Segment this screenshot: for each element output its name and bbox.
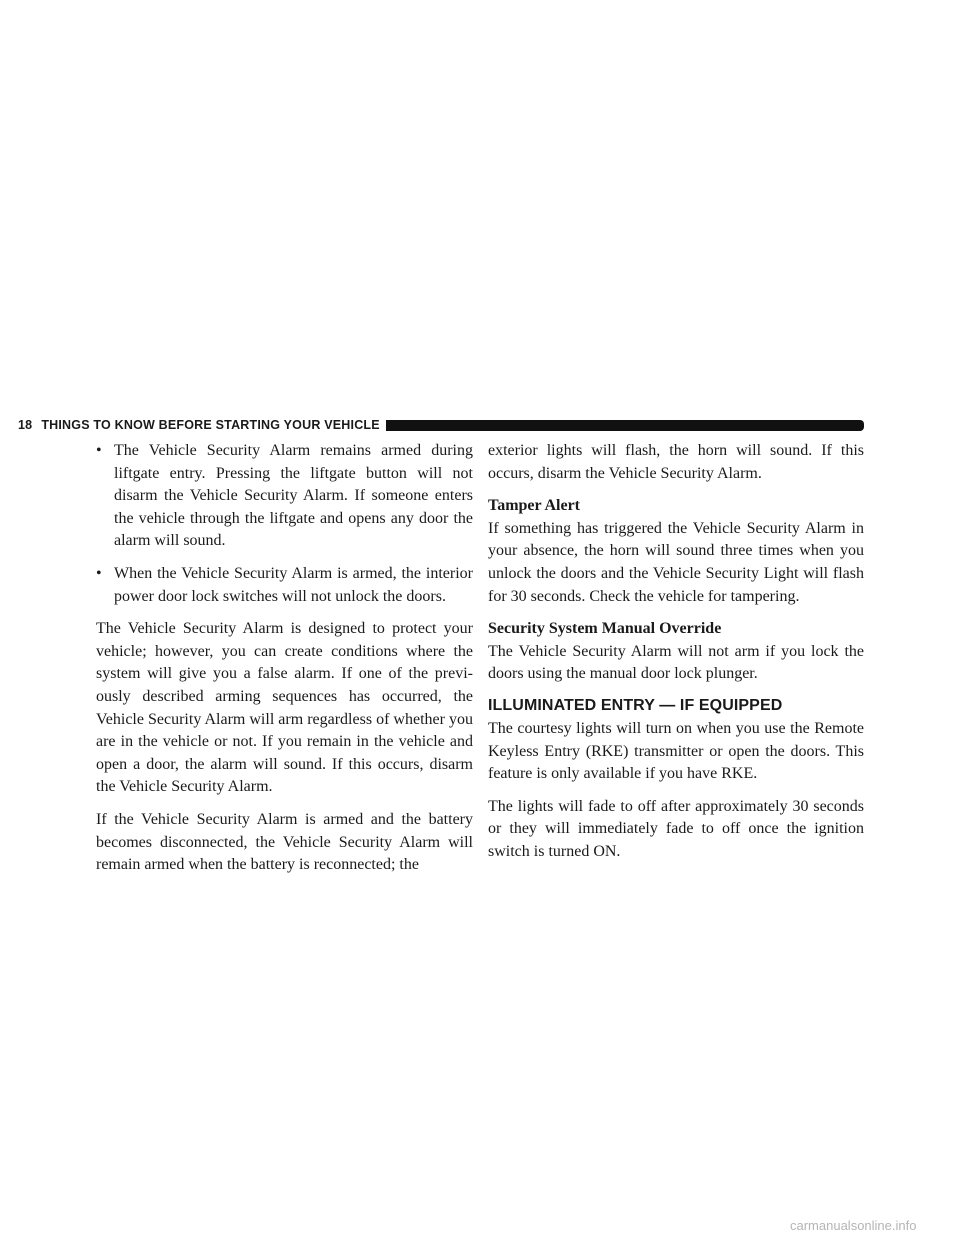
- illuminated-entry-fade-text: The lights will fade to off after approximately 30 seconds or they will immediately fade to off once the ignition switch is turned ON.: [488, 797, 864, 860]
- tamper-alert-text: If something has triggered the Vehicle Security Alarm in your absence, the horn will sound three times when you unlock the doors and the Vehicle Security Light will flash for 30 seconds. Check the vehicle for tampering.: [488, 519, 864, 605]
- illuminated-entry-text: The courtesy lights will turn on when you use the Remote Keyless Entry (RKE) transmitter or open the doors. This feature is only available if you have RKE.: [488, 719, 864, 783]
- tamper-alert-heading: Tamper Alert: [488, 497, 580, 515]
- bullet-icon: •: [96, 564, 102, 582]
- header-rule: [386, 420, 864, 431]
- bullet-text: When the Vehicle Security Alarm is armed, the interior power door lock switches will not unlock the doors.: [114, 564, 473, 605]
- left-column: [96, 440, 473, 887]
- site-watermark: carmanualsonline.info: [790, 1218, 917, 1233]
- page-header: [18, 418, 864, 432]
- battery-paragraph-continued: exterior lights will flash, the horn will sound. If this occurs, disarm the Vehicle Security Alarm.: [488, 442, 864, 482]
- chapter-title: THINGS TO KNOW BEFORE STARTING YOUR VEHICLE: [41, 418, 380, 432]
- right-column: [488, 440, 864, 874]
- bullet-icon: •: [96, 442, 102, 459]
- false-alarm-paragraph: The Vehicle Security Alarm is designed to protect your vehicle; however, you can create conditions where the system will give you a false alarm. If one of the previ- ously described arming sequences has occurred, the Vehicle Security Alarm will arm regardless of whether you are in the vehicle or not. If you remain in the vehicle and open a door, the alarm will sound. If this occurs, disarm the Vehicle Security Alarm.: [96, 620, 473, 796]
- manual-override-text: The Vehicle Security Alarm will not arm if you lock the doors using the manual door lock plunger.: [488, 642, 864, 683]
- page-number: 18: [18, 418, 33, 432]
- bullet-item: [96, 563, 473, 608]
- illuminated-entry-heading: ILLUMINATED ENTRY — IF EQUIPPED: [488, 696, 783, 714]
- bullet-item: [96, 440, 473, 553]
- battery-paragraph: If the Vehicle Security Alarm is armed and the battery becomes disconnected, the Vehicle Security Alarm will remain armed when the battery is reconnected; the: [96, 810, 473, 874]
- bullet-text: The Vehicle Security Alarm remains armed during liftgate entry. Pressing the liftgate button will not disarm the Vehicle Security Alarm. If someone enters the vehicle through the liftgate and opens any door the alarm will sound.: [114, 442, 473, 550]
- manual-override-heading: Security System Manual Override: [488, 620, 722, 638]
